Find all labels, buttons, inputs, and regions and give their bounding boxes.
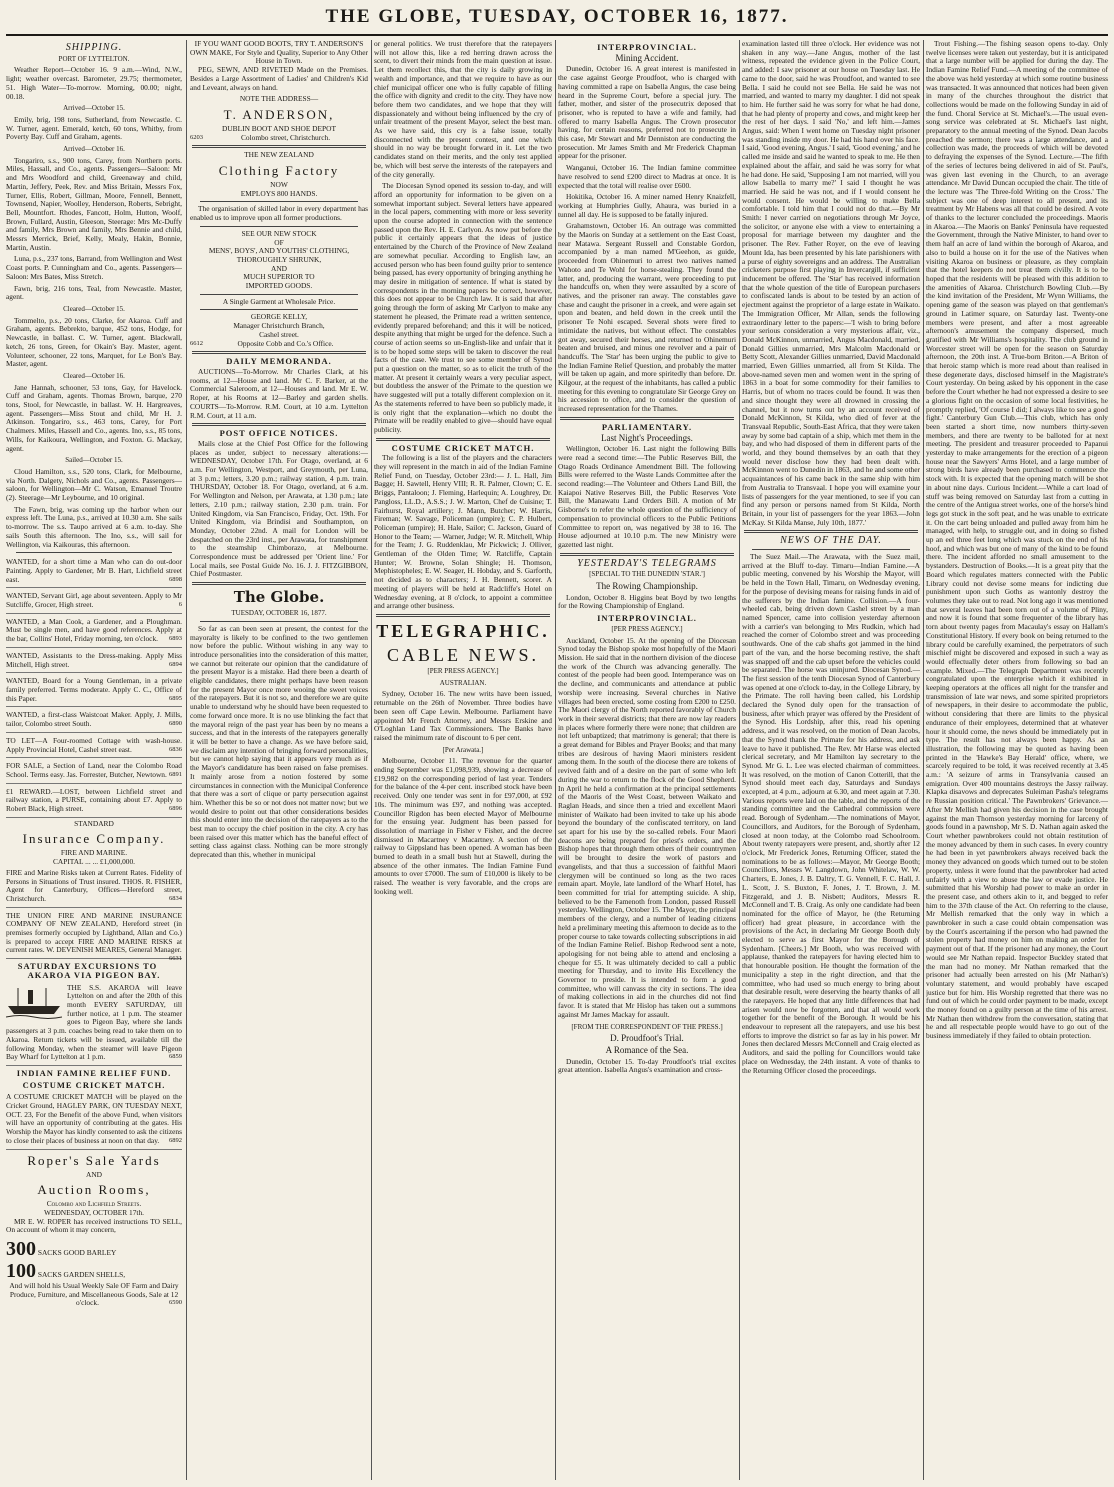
yesterdays-telegrams-heading: YESTERDAY'S TELEGRAMS (577, 557, 717, 569)
divider (192, 582, 366, 585)
divider (376, 438, 550, 441)
divider (192, 423, 366, 426)
ad-number: 6894 (169, 660, 182, 668)
trial-text: Dunedin, October 15. To-day Proudfoot's trial excites great attention. Isabella Angus's examination and cross- (558, 1056, 736, 1075)
classified-ad (6, 709, 182, 732)
roper-address: Colombo and Lichfield Streets. (46, 1199, 142, 1209)
lot-description: SACKS GOOD BARLEY (37, 1248, 117, 1258)
roper-lot (6, 1260, 182, 1282)
divider (200, 201, 358, 202)
excursion-heading: SATURDAY EXCURSIONS TO AKAROA VIA PIGEON BAY. (17, 961, 161, 980)
ad-number: 6898 (169, 575, 182, 583)
masthead: THE GLOBE, TUESDAY, OCTOBER 16, 1877. (325, 6, 789, 27)
factory-title: Clothing Factory (218, 163, 340, 179)
column-divider (371, 40, 372, 1480)
shipping-heading: SHIPPING. (65, 42, 123, 53)
stock-imported: IMPORTED GOODS. (245, 281, 313, 291)
column-3 (374, 40, 552, 1480)
ad-number: 6892 (169, 1136, 182, 1144)
ad-text: FOR SALE, a Section of Land, near the Colombo Road School. Terms easy. Jas. Forrester, Butcher, Newtown. (6, 761, 182, 779)
cleared-text: Tommelto, p.s., 20 tons, Clarke, for Akaroa. Cuff and Graham, agents. Bebrekto, barque, 452 tons, Hodge, for Newcastle, in ballast. C. W. Turner, agent. Blackwall, ketch, 26 tons, Green, for Okain's Bay. Master, agent. Volunteer, schooner, 22 tons, Marquet, for Le Bon's Bay. Master, agent. (6, 315, 182, 369)
column-1 (6, 40, 182, 1480)
kelly-title: Manager Christchurch Branch, (233, 321, 325, 331)
roper-date: WEDNESDAY, OCTOBER 17th. (43, 1207, 145, 1217)
kelly-opposite (190, 340, 368, 349)
ad-number: 6896 (169, 805, 182, 813)
column-divider (739, 40, 740, 1480)
divider (200, 309, 358, 310)
stock-heading: SEE OUR NEW STOCK (241, 228, 317, 238)
cable-agency: [PER PRESS AGENCY.] (427, 667, 499, 675)
masthead-rule (6, 34, 1108, 36)
port-subheading: PORT OF LYTTELTON. (58, 54, 130, 63)
ad-number: 6834 (169, 894, 182, 902)
kelly-name: GEORGE KELLY, (250, 312, 308, 322)
factory-employs: EMPLOYS 800 HANDS. (240, 188, 318, 198)
trial-continued: examination lasted till three o'clock. Her evidence was not shaken in any way.—Jane Angus, mother of the last witness, repeated the evidence given in the Police Court, and added: I saw prisoner at our house on Tuesday last. He came to the door, said he was Proudfoot, and wanted to see Bella. I said he could not see Bella. He said he was not married, and wanted to marry my daughter. I did not speak to him. He further said he was sorry for what he had done, that he had plenty of property and cows, and might keep her the rest of her days. I said 'No,' and left him.—James Angus, said: When I went home on Tuesday night prisoner was standing inside my door. He had his hand over his face. I said, 'Good evening, Angus.' I said, 'Good evening,' and he called me inside and said he wanted to speak to me. He then explained about the affair, and said he was sorry for what he had done. He said, 'Supposing I am not married, will you allow Isabella to marry me?' I said I thought he was married. He said he was not, and if I would consent he would consent. He would be willing to make Bella comfortable. I told him that I could not do that.—By Mr Smith: I never carried on negotiations through Mr Joyce, the solicitor, or anyone else with a view to entertaining a proposal for marriage between my daughter and the prisoner. The Rev. Father Royer, on the eve of leaving Mount Ida, has been presented by his late parishioners with a purse of eighty sovereigns and an address. The Australian cricketers purpose first playing in Invercargill, if sufficient inducement be offered. The 'Star' has received information that the whole question of the title of European purchasers to confiscated lands is about to be tested by an action of ejectment against the proprietor of a large estate in Waikato. The Immigration Officer, Mr Allan, sends the following extraordinary letter to the papers:—'I wish to bring before your serious consideration a very mysterious affair, viz., Donald McKinnon, unmarried, Angus Macdonald, married, Donald Gillies unmarried, Mrs Malcolm Macdonald or Betty Scott, Alexander Gillies unmarried, David Macdonald married, Ewen Gillies unmarried, all from St Kilda. The above-named seven men and women went in the spring of 1863 in a boat for some commodity for their families to Harris, but of whom no traces could be found. It was then and since thought they were all drowned in crossing the channel, but it now turns out by an account received of Donald McKinnon, St Kilda, who died of fever at the Transvaal Republic, South-East Africa, that they were taken away by some bad captain of a ship, which met them in the bay, and who had disposed of them in different parts of the world, and they bound themselves by an oath that they would never disclose how they had been dealt with. McKinnon went to Dunedin in 1863, and he and some other acquaintances of his came back in the same ship with him from Australia to Transvaal. I hope you will examine your lists of passengers for the year mentioned, to see if you can find any person or persons named from St Kilda, North Britain, in your list of passengers for the year 1863.—John McKay. St Kilda Manse, July 10th, 1877.' (742, 40, 920, 527)
kelly-address: Cashel street. (259, 329, 299, 339)
ad-number: 6895 (169, 694, 182, 702)
union-insurance-ad (6, 910, 182, 963)
insurance-title: Insurance Company. (22, 831, 166, 847)
ad-text: Opposite Cobb and Co.'s Office. (237, 338, 334, 348)
ad-text: THE S.S. AKAROA will leave Lyttelton on and after the 20th of this month EVERY SATURDAY, till further notice, at 1 p.m. The steamer goes to Pigeon Bay, where she lands passengers at 3 p.m. coaches being read to take them on to Akaroa. Return tickets will be issued, available till the following Monday, when the steamer will leave Pigeon Bay Wharf for Lyttelton at 1 p.m. (6, 982, 182, 1062)
telegrams-source: [SPECIAL TO THE DUNEDIN 'STAR.'] (589, 570, 705, 579)
roper-and: AND (85, 1169, 102, 1179)
divider (376, 614, 550, 617)
classified-ad (6, 786, 182, 818)
roper-lot (6, 1238, 182, 1260)
arrived-heading: Arrived—October 16. (63, 145, 125, 154)
roper-subtitle: Auction Rooms, (37, 1182, 151, 1198)
wanganui-text: Wanganui, October 16. The Indian famine committee have resolved to send £200 direct to Madras at once. It is expected that the total will realise over £600. (558, 163, 736, 190)
column-divider (923, 40, 924, 1480)
stock-superior: MUCH SUPERIOR TO (243, 272, 315, 282)
memoranda-text: AUCTIONS—To-Morrow. Mr Charles Clark, at his rooms, at 12—House and land. Mr C. F. Barker, at the Commercial Saleroom, at 12—Houses and land. Mr E. W. Roper, at his Rooms at 12—Barley and garden shells. COURTS—To-Morrow. R.M. Court, at 10 a.m. Lyttelton R.M. Court, at 11 a.m. (190, 366, 368, 420)
ad-text: WANTED, for a short time a Man who can do out-door Painting. Apply to Gardener, Mr B. Hart, Lichfield street east. (6, 557, 182, 584)
mining-heading: Mining Accident. (615, 52, 679, 63)
roper-tail (6, 1282, 182, 1308)
factory-now: NOW (270, 180, 288, 190)
telegraphic-heading: TELEGRAPHIC. (376, 621, 550, 641)
ad-text: WANTED, Servant Girl, age about seventeen. Apply to Mr Sutcliffe, Grocer, High street. (6, 591, 182, 610)
ad-text: FIRE and Marine Risks taken at Current Rates. Fidelity of Persons in Situations of Trust insured. THOS. R. FISHER, Agent for Canterbury, Offices—Hereford street, Christchurch. (6, 867, 182, 903)
divider (200, 294, 358, 295)
arrived-heading: Arrived—October 15. (63, 104, 125, 113)
ad-number: 6 (178, 601, 182, 609)
boots-ad-text: PEG, SEWN, AND RIVETED Made on the Premises. Besides a Large Assortment of Ladies' and Children's Kid and Leveant, always on hand. (190, 65, 368, 92)
romance-heading: A Romance of the Sea. (605, 1044, 689, 1055)
roper-title: Roper's Sale Yards (27, 1152, 161, 1168)
ad-number: 6590 (169, 1299, 182, 1307)
ad-number: 6893 (169, 635, 182, 643)
rowing-heading: The Rowing Championship. (596, 581, 698, 592)
roper-text: MR E. W. ROPER has received instructions TO SELL, On account of whom it may concern, (6, 1216, 182, 1235)
shipping-notes: The Fawn, brig, was coming up the harbor when our express left. The Luna, p.s., arrived at 10.30 a.m. She sails to-morrow. The s.s. Taupo arrived at 6 a.m. to-day. She sails South this afternoon. The Ino, s.s., will sail for Wellington, via Kaikouras, this afternoon. (6, 504, 182, 549)
trial-heading: D. Proudfoot's Trial. (610, 1033, 684, 1044)
column-divider (555, 40, 556, 1480)
ad-text: WANTED, a Man Cook, a Gardener, and a Ploughman. Must be single men, and have good references. Apply at the bar, Collins' Hotel, Friday morning, ten o'clock. (6, 616, 182, 644)
insurance-kicker: STANDARD (74, 818, 114, 828)
arrived-text: Emily, brig, 198 tons, Sutherland, from Newcastle. C. W. Turner, agent. Emerald, ketch, 60 tons, Whitby, from Poverty Bay. Cuff and Graham, agents. (6, 114, 182, 142)
cricket-ad (6, 1091, 182, 1149)
divider (16, 552, 172, 553)
divider (200, 621, 358, 622)
cable-text: Sydney, October 16. The new writs have been issued, returnable on the 26th of November. Three bodies have been seen off Cape Lewin. Melbourne. Parliament have appointed Mr French Attorney, and Messrs Erskine and O'Loghlan Land Tax Commissioners. The Banks have raised the minimum rate of discount to 6 per cent. (374, 689, 552, 742)
leader-article: So far as can been seen at present, the contest for the mayoralty is likely to be confined to the two gentlemen now before the public. Without wishing in any way to introduce personalities into the consideration of this matter, we cannot but reiterate our opinion that the candidature of the present Mayor is a mistake. Had there been a dearth of eligible candidates, there might perhaps have been reason for the present Mayor once more wooing the sweet voices of the ratepayers. But it is not so, and therefore we are quite unable to understand why he should have been requested to come forward once more. It is no use blinking the fact that the mayoral reign of the past year has been by no means a success, and that in the interests of the ratepayers generally it will be better to have a change. As we have before said, we disclaim any intention of bringing forward personalities, but we cannot help saying that it appears very much as if the Mayor's candidature has been raised on false premises. It mainly arose from a notion fostered by some circumstances in connection with the Municipal Conference that there was a sort of clique or party persecution against him. Whether this be so or not does not matter now; but we would desire to point out that other considerations besides this should enter into the decision of the ratepayers as to the best man to occupy the chief position in the city. A cry has been raised over this matter which has the baneful effect of setting class against class. Nothing can be more strongly deprecated than this, whether in municipal (190, 623, 368, 860)
press-agency: [PER PRESS AGENCY.] (611, 624, 683, 633)
correspondent-note: [FROM THE CORRESPONDENT OF THE PRESS.] (571, 1022, 723, 1031)
cleared-text: Jane Hannah, schooner, 53 tons, Gay, for Havelock. Cuff and Graham, agents. Thomas Brown, barque, 270 tons, Stool, for Newcastle, in ballast. W. H. Hargreaves, agent. Passengers—Miss Stout and child, Mr H. J. Atkinson. Tongariro, s.s., 463 tons, Carey, for Port Chalmers. Miles, Hassell and Co., agents. Ino, s.s., 85 tons, Wills, for Kaikoura, Wellington, and Foxton. G. Mackay, agent. (6, 382, 182, 453)
ad-text: TO LET—A Four-roomed Cottage with wash-house. Apply Provincial Hotel, Cashel street east. (6, 735, 182, 754)
interprovincial-heading: INTERPROVINCIAL. (597, 42, 697, 52)
sailed-text: Cloud Hamilton, s.s., 520 tons, Clark, for Melbourne, via North. Dalgety, Nichols and Co., agents. Passengers—saloon, for Wellington—Mr C. Watson, Emanuel Troutre (2). Steerage—Mr Leybourne, and 10 original. (6, 466, 182, 503)
ad-number: 6612 (190, 339, 203, 347)
classified-ad (6, 556, 182, 588)
classified-ad (6, 590, 182, 613)
cable-news-heading: CABLE NEWS. (387, 645, 539, 665)
ad-text: WANTED, Board for a Young Gentleman, in a private family preferred. Terms moderate. Apply C. C., Office of this Paper. (6, 676, 182, 703)
grahamstown-text: Grahamstown, October 16. An outrage was committed by the Maoris on Sunday at a settlement on the East Coast, near Matawa. Sergeant Russell and Constable Gordon, accompanied by a man named M'Geehon, as guide, proceeded from Ohinemuri to arrest two natives named Wahoto and Te Wohl for horse-stealing. They found the latter, and, producing the warrant, were proceeding to put the handcuffs on, when they were assaulted by a score of natives, and the prisoner ran away. The constables gave chase and caught the prisoner in a creek, and were again set upon and beaten, and held down in the creek until the prisoner Te Nohi escaped. Several shots were fired to intimidate the natives, but without effect. The constables got away, secured their horses, and returned to Ohinemuri beaten and bruised, and minus one revolver and a pair of handcuffs. The 'Star' has been urging the public to give to the Indian Famine Relief Question, and probably the matter will be taken up again, and more spiritedly than before. Dr. Kilgour, at the request of the inhabitants, has called a public meeting for this evening to congratulate Sir George Grey on his accession to office, and to consider the question of increased representation for the Thames. (558, 221, 736, 414)
synod-article: The Diocesan Synod opened its session to-day, and will afford an opportunity for information to be given on a somewhat important subject. Several letters have appeared in the local papers, commenting with more or less severity upon the course adopted in connection with the sentence passed upon the Rev. H. E. Carlyon. As now put before the public it certainly appears that the ideas of justice entertained by the Church of the Province of New Zealand are somewhat peculiar. According to English law, an accused person who has been found guilty prior to sentence being passed, has every opportunity of bringing anything he may desire in mitigation of sentence. If what is stated by correspondents in the morning papers be correct, however, this does not appear to be Church law. It is said that after going through the form of asking Mr Carlyon to make any statement he pleased, the Primate read a written sentence, evidently prepared beforehand; and this it will be noticed, despite anything that might be urged for the defence. Such a course of action seems so un-English-like and unfair that it is to be hoped some steps will be taken to discover the real facts of the case. We trust to see some member of Synod put a question on the matter, so as to elicit the truth of the matter. At present it certainly wears a very peculiar aspect, but doubtless the answer of the Primate to the question we have suggested will put a totally different complexion on it. As the statements referred to have been so publicly made, it is only right that the explanation—which no doubt the Primate will be readily enabled to give—should have equal publicity. (374, 181, 552, 434)
classified-ad (6, 650, 182, 673)
anderson-name: T. ANDERSON, (223, 106, 335, 122)
lot-quantity: 300 (6, 1238, 36, 1261)
globe-date: TUESDAY, OCTOBER 16, 1877. (231, 609, 327, 618)
interprovincial-heading: INTERPROVINCIAL. (597, 613, 697, 624)
ad-text: WANTED, a first-class Waistcoat Maker. Apply, J. Mills, tailor, Colombo street South. (6, 710, 182, 729)
ad-number: 6859 (169, 1053, 182, 1061)
ad-text: WANTED, Assistants to the Dress-making. Apply Miss Mitchell, High street. (6, 650, 182, 669)
excursion-ad (6, 982, 182, 1066)
anderson-depot: DUBLIN BOOT AND SHOE DEPOT (221, 123, 336, 133)
column-divider (186, 40, 187, 1480)
ad-text: Colombo street, Christchurch. (240, 132, 331, 142)
divider (560, 417, 734, 420)
stock-mens: MENS', BOYS', AND YOUTHS' CLOTHING, (208, 246, 350, 256)
column-6 (926, 40, 1108, 1480)
proceedings-heading: Last Night's Proceedings. (601, 432, 693, 443)
leader-continued: or general politics. We trust therefore that the ratepayers will not allow this, like a red herring drawn across the scent, to divert their minds from the main question at issue. Let them recollect this, that the city is daily growing in wealth and importance, and that we require to have as our chief municipal officer one who is fully capable of filling the office with dignity and credit to the city. They have now before them two candidates, and we hope that they will dispassionately and without being influenced by the cry of unfair treatment of the present Mayor, select the best man. As we have said, this cry is a false issue, totally disconnected with the present contest, and one which should in no way be brought forward in it. Let the two candidates stand on their merits, and the only test applied be, which will best serve the interests of the ratepayers and of the city generally. (374, 40, 552, 179)
stock-of: OF (274, 237, 284, 247)
classified-ad (6, 760, 182, 783)
factory-text: The organisation of skilled labor in every department has enabled us to improve upon all former productions. (190, 204, 368, 223)
hokitika-text: Hokitika, October 16. A miner named Henry Knaizfell, working at Humphries Gully, Ahaura, was buried in a tunnel all day. He is supposed to be fatally injured. (558, 192, 736, 219)
news-of-the-day-heading: NEWS OF THE DAY. (780, 535, 882, 547)
arrived-text: Tongariro, s.s., 900 tons, Carey, from Northern ports. Miles, Hassall, and Co., agents. Passengers—Saloon: Mr and Mrs Woodford and child, Greenaway and child, Martin, Jeffery, Peek, Rev. and Miss Britain, Messrs Fox, Turner, Ellis, Robert, Gillman, Moore, Fennell, Bennett, Townsend, Napier, Woolley, Henderson, Roberts, Sebright, Bell, Mountfort. Rhodes, Fancott, Holm, Hutton, Woolf, Brown, Fullard, Austin, Gleeson, Steerage: Mrs Mc-Duffy and family, Mrs Brown and family, Mrs Bennie and child, Messrs Merrick, Brief, Kelly, Mealy, Hakin, Bonnie, Martin, Austin. (6, 155, 182, 252)
classified-ad (6, 616, 182, 648)
interprovincial-text: Auckland, October 15. At the opening of the Diocesan Synod today the Bishop spoke most hopefully of the Maori Mission. He said that in the northern division of the diocese the work of the Church was advancing generally. The contest of the people had been good. Intemperance was on the decline, and communicants and attendance at public worship were increasing. Several churches in Native villages had been erected, some costing from £200 to £250. The Maori clergy of the North reported favorably of Church work in their several districts; that there are now lay readers in places where formerly there were none; that children are not left unbaptized; that matrimony is general; that there is a great demand for Bibles and Prayer Books; and that many tribes are desirous of having Maori ministers resident among them. In the south of the diocese there are tokens of revived faith and of a desire on the part of some who left during the war to return to the flock of the Good Shepherd. In April he held a confirmation at the principal settlements of the Maoris of the West Coast, between Waikato and Raglan Heads, and since then a tried and excellent Maori minister of Waikato had been invited to take up his abode beyond the boundary of the confiscated territory, on land set apart for his use by the so-called rebels. Four Maori deacons are being prepared for priest's orders, and the Bishop hopes that through them others of their countrymen will be brought to desire the work of pastors and evangelists, and that thus a succession of faithful Maori clergymen will be continued so long as the two races remain apart. Moyle, late landlord of the Wharf Hotel, has been committed for trial for attempting suicide. A ship, believed to be the Famenoth from London, passed Russell yesterday. Wellington, October 15. The Mayor, the principal members of the clergy, and a number of leading citizens held a preliminary meeting this afternoon to decide as to the proper course to take towards collecting subscriptions in aid of the Indian Famine Relief. Bishop Redwood sent a note, apologising for not being able to attend and enclosing a cheque for £5. It was ultimately decided to call a public meeting for Thursday, and to invite His Excellency the Governor to preside. It is intended to form a good committee, who will canvass the city in sections. The idea of making collections in aid in the churches did not find favor. It is stated that Mr Hislop has taken out a summons against Mr James Mackay for assault. (558, 635, 736, 1019)
ad-number: 6631 (169, 955, 182, 963)
famine-heading: INDIAN FAMINE RELIEF FUND. (16, 1067, 172, 1078)
column-5 (742, 40, 920, 1480)
australian-heading: AUSTRALIAN. (439, 678, 487, 687)
globe-title: The Globe. (233, 588, 325, 607)
divider (200, 226, 358, 227)
insurance-capital: CAPITAL ... ... £1,000,000. (52, 857, 136, 867)
parliamentary-text: Wellington, October 16. Last night the following Bills were read a second time:—The Public Reserves Bill, the Otago Roads Ordinance Amendment Bill. The following Bills were referred to the Waste Lands Committee after the second reading:—The Volunteer and Others Land Bill, the Kaiapoi Native Reserves Bill, the Public Reserves Vote Bill, the Manawatu Land Orders Bill. A motion of Mr Gisborne's to refer the whole question of the sufficiency of compensation to provincial officers to the Public Petitions Committee to report on, was negatived by 38 to 16. The House adjourned at 10.10 p.m. The new Ministry were gazetted last night. (558, 444, 736, 549)
ad-text: And will hold his Usual Weekly Sale OF Farm and Dairy Produce, Furniture, and Miscellaneous Goods, Sale at 12 o'clock. (9, 1281, 179, 1308)
divider (560, 553, 734, 556)
steamship-icon (6, 986, 62, 1020)
arawata-text: Melbourne, October 11. The revenue for the quarter ending September was £1,098,939, showing a decrease of £19,982 on the corresponding period of last year. Tenders for the balance of the 4-per cent. inscribed stock have been received. Only one tender was sent in for £97,000, at £92 10s. The minimum was £97, and nothing was accepted. Councillor Rigdon has been elected Mayor of Melbourne for the ensuing year. Judgment has been passed for dissolution of marriage in Fisher v Fisher, and the decree dismissed in Macartney v Macartney. A section of the railway to Gippsland has been opened. A woman has been burned to death in a small bush hut at Stawell, during the absence of the other inmates. The Indian Famine Fund amounts to over £7000. The sum of £10,000 is likely to be raised. The weather is very favorable, and the crops are looking well. (374, 756, 552, 896)
divider (744, 530, 918, 533)
column-2 (190, 40, 368, 1480)
ad-text: £1 REWARD.—LOST, between Lichfield street and railway station, a PURSE, containing about £7. Apply to Robert Black, High street. (6, 786, 182, 814)
stock-and: AND (270, 263, 287, 273)
insurance-ad-body (6, 867, 182, 908)
divider (752, 549, 910, 550)
arrived-text: Fawn, brig, 216 tons, Teal, from Newcastle. Master, agent. (6, 283, 182, 302)
mining-text: Dunedin, October 16. A great interest is manifested in the case against George Proudfoot, who is charged with having committed a rape on Isabella Angus, the case being heard in the Supreme Court, before a special jury. The father, mother, and sister of the prosecutrix deposed that prisoner, who is reputed to have a wife and family, had offered to marry Isabella Angus. The Crown prosecutor having, for certain reasons, preferred not to prosecute in this case, Mr Stewart and Mr Denniston are conducting the prosecution. Mr James Smith and Mr Frederick Chapman appear for the prisoner. (558, 64, 736, 161)
anderson-address (190, 134, 368, 143)
post-office-text: Mails close at the Chief Post Office for the following places as under, subject to necessary alterations:— WEDNESDAY, October 17th. For Otago, overland, at 6 a.m. For Wellington, Westport, and Greymouth, per Luna, at 3 p.m.; letters, 3.20 p.m.; railway station, 4 p.m. train. THURSDAY, October 18. For Otago, overland, at 6 a.m. For Wellington and Nelson, per Arawata, at 1.30 p.m.; late letters, 2.10 p.m.; railway station, 2.30 p.m. train. For United Kingdom, via San Francisco, Friday, Oct. 19th. For United Kingdom, via Brindisi and Southampton, on Monday, October 22nd. A mail for London will be despatched on the 23rd inst., per Arawata, for transhipment to the steamship Chimborazo, at Melbourne. Correspondence must be addressed per 'Orient line.' For Local mails, see Postal Guide No. 16. J. J. FITZGIBBON, Chief Postmaster. (190, 438, 368, 579)
memoranda-heading: DAILY MEMORANDA. (226, 356, 332, 367)
classified-ad (6, 735, 182, 758)
ad-text: A COSTUME CRICKET MATCH will be played on the Cricket Ground, HAGLEY PARK, ON TUESDAY NEXT, OCT. 23, For the Benefit of the above Fund, when visitors will have an opportunity of contributing at the gates. His Worship the Mayor has kindly consented to ask the citizens to close their places of business at noon on that day. (6, 1092, 182, 1145)
ad-number: 6891 (169, 770, 182, 778)
divider (192, 351, 366, 354)
boots-ad: IF YOU WANT GOOD BOOTS, TRY T. ANDERSON'S OWN MAKE, For Style and Quality, Superior to Any Other House in Town. (190, 40, 368, 66)
arawata-heading: [Per Arawata.] (442, 745, 484, 754)
ad-text: THE UNION FIRE AND MARINE INSURANCE COMPANY OF NEW ZEALAND, Hereford street (in premises formerly occupied by Lightband, Allan and Co.) is prepared to accept FIRE AND MARINE RISKS at current rates. W. DEVENISH MEARES, General Manager. (6, 910, 182, 955)
post-office-heading: POST OFFICE NOTICES. (219, 428, 339, 439)
address-note: NOTE THE ADDRESS— (239, 94, 319, 104)
ad-number: 6203 (190, 133, 203, 141)
sailed-heading: Sailed—October 15. (65, 456, 123, 465)
divider (192, 145, 366, 148)
insurance-subtitle: FIRE AND MARINE. (60, 848, 128, 858)
cricket-match-text: The following is a list of the players and the characters they will represent in the match in aid of the Indian Famine Relief Fund, on Tuesday, October 23rd:— J. L. Hall, Jim Bagge; H. Sawtell, Henry VIII; R. R. Palmer, Clown; C. E. Briggs, Pantaloon; J. Fleming, Harlequin; A. Loughrey, Dr. Pangloss, LL.D., A.S.S.; J. W. Marton, Chef de Cuisine; T. Fairhurst, Royal artillery; J. Mann, Butcher; W. Harris, Fireman; W. Savage, Policeman (umpire); C. P. Hulbert, Policeman (umpire); H. Hale, Sailor; C. Jackson, Guard of Honor to the Team; — Warner, Judge; W. R. Mitchell, Whip for the Team; J. G. Ruddenklau, Mr Pickwick; J. Olliver, Gentleman of the Olden Time; W. Ratcliffe, Captain Hunter; W. Browne, Solan Shingle; H. Thomson, Mephistopheles; E. W. Seager, H. Hobday, and S. Garforth, not decided as to characters; J. H. Bennett, scorer. A meeting of players will be held at Radcliffe's Hotel on Wednesday evening, at 8 o'clock, to appoint a committee and arrange other business. (374, 453, 552, 611)
ad-number: 6890 (169, 720, 182, 728)
column-4 (558, 40, 736, 1480)
news-text: The Suez Mail.—The Arawata, with the Suez mail, arrived at the Bluff to-day. Timaru—Indian Famine.—A public meeting, convened by his Worship the Mayor, will be held in the Town Hall, Timaru, on Wednesday evening, for the purpose of devising means for raising funds in aid of the sufferers by the Indian famine. Collision.—A four-wheeled cab, being driven down Cashel street by a man named Spencer, came into collision yesterday afternoon with a carrier's van belonging to Mrs Rudkin, which had reached the corner of Colombo street and was proceeding southwards. One of the cab shafts got jammed in the hind part of the van, and the horse becoming restive, the shaft was snapped off and the cab upset before the vehicles could be separated. The horse was uninjured. Diocesan Synod.—The first session of the tenth Diocesan Synod of Canterbury was opened at one o'clock to-day, in the College Library, by the Primate. The roll having been called, his Lordship declared the Synod duly open for the transaction of business, after which prayer was offered by the President of the Synod. His Lordship, after this, read his opening address, and it was resolved, on the motion of Dean Jacobs, that the Synod thank the Primate for his address, and ask leave to have it published. The Rev. Mr Harse was elected clerical secretary, and Mr Hamilton lay secretary to the Synod. Mr G. L. Lee was elected chairman of committees. It was resolved, on the motion of Canon Cotterill, that the Synod should meet each day, Saturdays and Sundays excepted, at 4 p.m., adjourn at 6.30, and meet again at 7.30. Various reports were laid on the table, and the reports of the standing committee and the Cathedral commission were read. Borough of Sydenham.—The nominations of Mayor, Councillors, and Auditors, for the Borough of Sydenham, closed at noon today, at the Colombo road Schoolroom. About twenty ratepayers were present, and, shortly after 12 o'clock, Mr Frederick Jones, Returning Officer, stated the nominations to be as follows:—Mayor, Mr George Booth; Councillors, Messrs W. Langdown, John Whitelaw, W. W. Charters, E. Jones, J. B. Daltry, T. G. Vennell, F. C. Hall, J. L. Scott, J. S. Buxton, F. Jones, J. T. Brown, J. M. Fitzgerald, and J. B. Nisbett; Auditors, Messrs R. McConnell and T. B. Craig. As only one candidate had been nominated for the office of Mayor, he (the Returning officer) had great pleasure, in accordance with the provisions of the Act, in declaring Mr George Booth duly elected to serve as first Mayor for the Borough of Sydenham. [Cheers.] Mr Booth, who was received with applause, thanked the ratepayers for having elected him to that honourable position. He thought the formation of the municipality a step in the right direction, and that the committee, who had used so much energy to bring about that desirable result, were deserving the hearty thanks of all the ratepayers. He hoped that any little differences that had arisen would now be forgotten, and that all would work together for the benefit of the Borough. It would be his endeavour to represent all the ratepayers, and use his best efforts to improve the district so far as lay in his power. Mr Jones then declared Messrs McConnell and Craig elected as Auditors, and said the polling for Councillors would take place on Wednesday, the 24th instant. A vote of thanks to the Returning Officer closed the proceedings. (742, 552, 920, 1075)
roper-ad (6, 1153, 182, 1218)
insurance-ad (6, 820, 182, 867)
rowing-text: London, October 8. Higgins beat Boyd by two lengths for the Rowing Championship of England. (558, 592, 736, 611)
cricket-match-heading: COSTUME CRICKET MATCH. (391, 442, 535, 453)
lot-description: SACKS GARDEN SHELLS, (37, 1270, 126, 1280)
stock-shrunk: THOROUGHLY SHRUNK, (236, 254, 322, 264)
news-continued: Trout Fishing.—The fishing season opens to-day. Only twelve licenses were taken out yesterday, but it is anticipated that a large number will be applied for during the day. The Indian Famine Relief Fund.—A meeting of the committee of the above was held yesterday at which some routine business was transacted. It was announced that notices had been given in many of the churches throughout the district that collections would be made on the following Sunday in aid of the fund. Choral Service at St. Michael's.—The usual even-song service was celebrated at St. Michael's last night, preparatory to the annual meeting of the Synod. Dean Jacobs preached the sermon; there was a large attendance, and a collection was made, the proceeds of which will be devoted to defraying the expenses of the Synod. Lecture.—The fifth of the series of lectures being delivered in aid of St. Paul's, was given last evening in the Church, to an average attendance. Mr David Duncan occupied the chair. The title of the lecture was 'The Three-fold Writing on the Cross.' The subject was one of deep interest to all present, and its treatment by Mr Habens was all that could be desired. A vote of thanks to the lecturer concluded the proceedings. Maoris in Akaroa.—The Maoris on Banks' Peninsula have requested the Government, through the Native Minister, to hand over to them half an acre of land within the borough of Akaroa, and also to build a house on it for the use of the Natives when visiting Akaroa on business or pleasure, as they complain that the hotel keepers do not treat them civilly. It is to be hoped that the residents will be pleased with this addition to the amenities of Akaroa. Christchurch Bowling Club.—By the kind invitation of the President, Mr Wynn Williams, the opening game of the season was played on that gentleman's ground in Latimer square, on Saturday last. Twenty-one members were present, and after a most agreeable afternoon's amusement the company dispersed, much gratified with Mr Williams's hospitality. The club ground in Worcester street will be open for the season on Saturday afternoon, the 20th inst. A True-born Briton.—A Briton of that heroic stamp which is more read about than realised in these degenerate days, disclosed himself in the Magistrate's Court yesterday. On being asked by his opponent in the case before the Court whether he had not expressed a desire to see a glorious fight on the occasion of some local festivities, he promptly replied, 'Of course I did; I always like to see a good fight.' Canterbury Gun Club.—This club, which has only been started a short time, now numbers thirty-seven members, and there are twenty to be balloted for at next meeting. The president and treasurer proceeded to Papanui yesterday to make arrangements for the erection of a pigeon house near the Sawyers' Arms Hotel, and a large number of strong birds have already been purchased to commence the stock with. It is expected that the opening match will be shot in about nine days. Curious Incident.—While a cart load of stuff was being removed on Saturday last from a cutting in the centre of the Antigua street works, one of the horse's hind legs got stuck in the soft peat, and he was unable to extricate it. On the cart being unloaded and pulled away from him he managed, with help, to struggle out, and in doing so fished up an eel three feet long which was stuck on the end of his hoof, and which was but one of many of the kind to be found there. The incident afforded no small amusement to the bystanders. Destruction of Books.—It is a great pity that the Board which regulates matters connected with the Public Library could not devise some means for indicting due punishment upon such Goths as wantonly destroy the volumes they take out to read. Not long ago it was mentioned that several leaves had been torn out of a volume of Pliny, and now it is found that some frequenter of the library has torn about twenty pages from Macaulay's essay on Hallam's Constitutional History. If every book on being returned to the library could be carefully examined, the perpetrators of such mischief might be discovered and exposed in such a way as would effectually deter others from following so bad an example. Mixed.—The Telegraph Department was recently congratulated upon the enterprise which it exhibited in keeping operators at the offices all night for the transfer and transmission of late war news, and some spirited proprietors of newspapers, in their desire to accommodate the public, without considering that there are limits to the physical endurance of their employees, determined that at whatever hour it should come, the news should be immediately put in type. The result has not always been happy. As an illustration, the following may be quoted as having been printed in the 'Hawke's Bay Herald' office, where, we scarcely required to be told, it was received recently at 3.45 a.m.: 'A seizure of arms in Transylvania caused an emigration. Over 400 mountains destroys the Jassy railway. Klapka disavows and deprecates Suleiman Pasha's telegrams re Russian position critical.' The Pawnbrokers' Grievance.—After Mr Mellish had given his decision in the case brought against the man Thomson yesterday morning for larceny of goods found in a pawnshop, Mr S. D. Nathan again asked the Court whether pawnbrokers could not obtain restitution of the money advanced by them in such cases. In every country he had been in yet pawnbrokers always received back the money they advanced on goods which turned out to be stolen property, unless it were found that the pawnbroker had acted unfairly with a view to abuse the law or evade justice. He submitted that his Worship had power to make an order in the present case, and others akin to it, and begged to refer him to the 37th clause of the Act. On referring to the clause, Mr Mellish remarked that the only way in which a pawnbroker in such a case could obtain compensation was by the Court's ascertaining if the person who had pawned the stolen property had money on him on making an order for payment out of that. If the prisoner had any money, the Court would see Mr Nathan repaid. Inspector Buckley stated that the man had no money. Mr Nathan remarked that the prisoner had actually been arrested on his (Mr Nathan's) voluntary statement, and would probably have escaped justice but for him. His Worship regretted that there was no fund out of which he could order payment to be made, except the money found on a guilty person at the time of his arrest. Mr Nathan then withdrew from the conversation, stating that he and all respectable people would have to go out of the business immediately if they failed to obtain protection. (926, 40, 1108, 1041)
lot-quantity: 100 (6, 1260, 36, 1283)
classified-ad (6, 675, 182, 707)
factory-kicker: THE NEW ZEALAND (244, 150, 314, 160)
weather-report: Weather Report—October 16. 9 a.m.—Wind, N.W., light; weather overcast. Barometer, 29.75; thermometer, 51. High Water—To-morrow. Morning, 00.00; night, 00.18. (6, 65, 182, 101)
stock-single: A Single Garment at Wholesale Price. (222, 296, 336, 306)
arrived-text: Luna, p.s., 237 tons, Barrand, from Wellington and West Coast ports. P. Cunningham and Co., agents. Passengers—Saloon: Mrs Bates, Miss Stretch. (6, 254, 182, 281)
cleared-heading: Cleared—October 16. (63, 371, 125, 380)
ad-number: 6836 (169, 745, 182, 753)
cleared-heading: Cleared—October 15. (63, 304, 125, 313)
parliamentary-heading: PARLIAMENTARY. (601, 421, 693, 432)
cricket-heading: COSTUME CRICKET MATCH. (22, 1079, 166, 1090)
